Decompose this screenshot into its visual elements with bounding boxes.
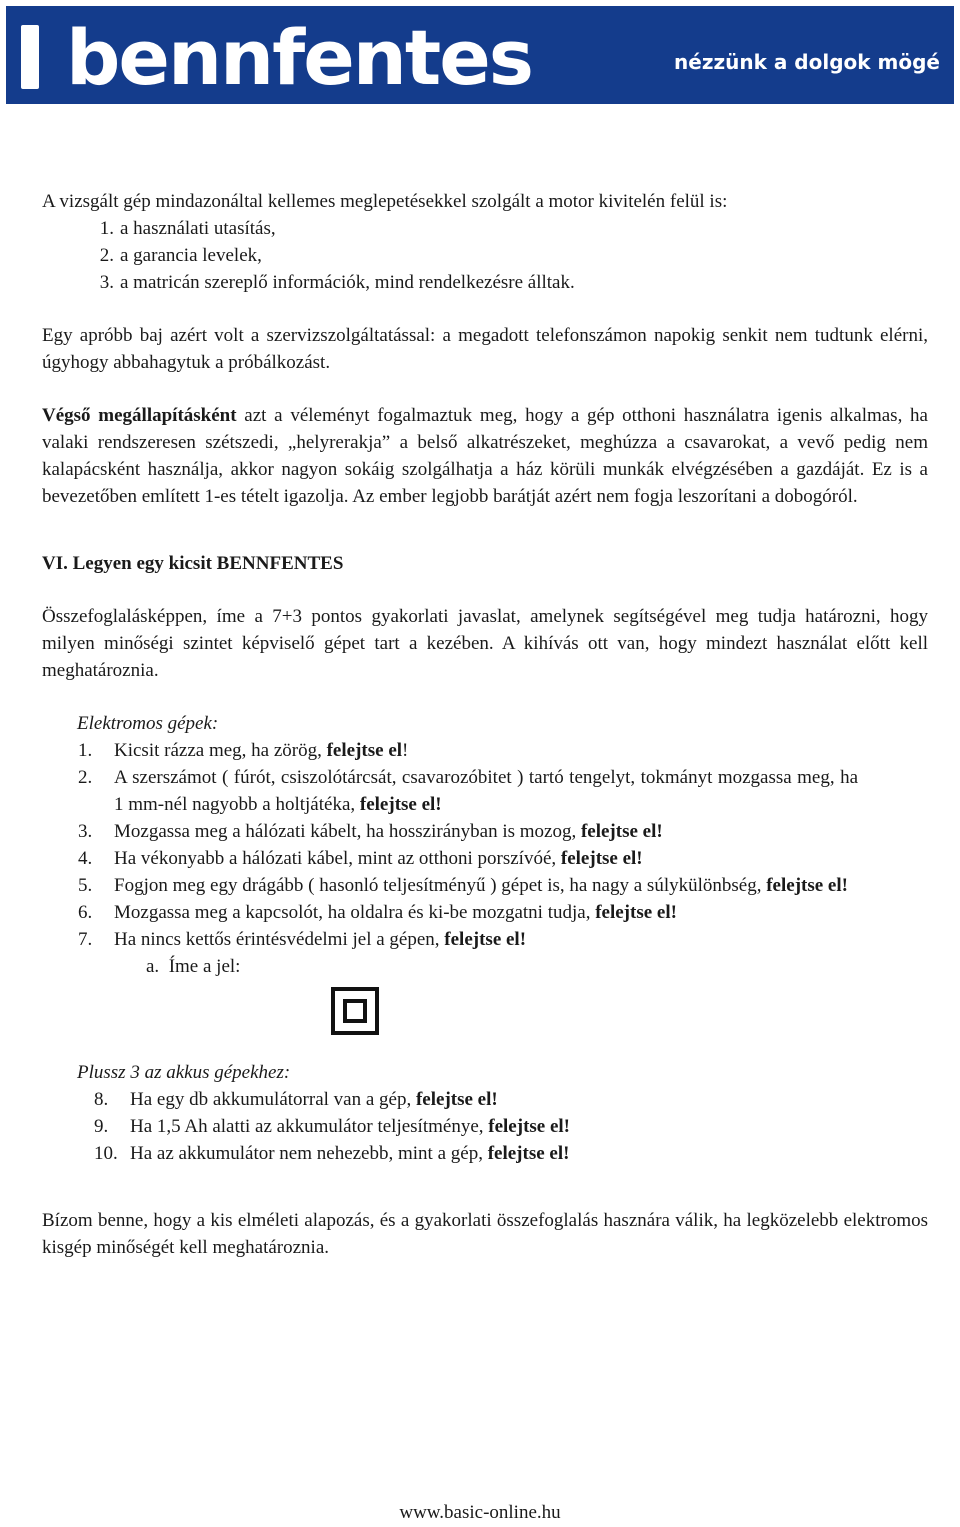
electric-heading: Elektromos gépek: [77,713,219,734]
section-title: VI. Legyen egy kicsit BENNFENTES [42,553,344,574]
list-item: 7. Ha nincs kettős érintésvédelmi jel a gépen, felejtse el! [78,929,527,950]
battery-heading: Plussz 3 az akkus gépekhez: [77,1062,291,1083]
list-item: 10. Ha az akkumulátor nem nehezebb, mint a gép, felejtse el! [94,1143,570,1164]
service-paragraph: Egy apróbb baj azért volt a szervizszolgáltatással: a megadott telefonszámon napokig senkit nem tudtunk elérni, úgyhogy abbahagytuk a próbálkozást. [42,325,928,373]
conclusion-paragraph: Végső megállapításként azt a véleményt fogalmaztuk meg, hogy a gép otthoni használatra igenis alkalmas, ha valaki rendszeresen szétszedi, „helyrerakja” a belső alkatrészeket, meghúzza a csavarokat, a vevő pedig nem kalapácsként használja, akkor nagyon sokáig szolgálhatja a ház körüli munkák elvégzésében a gazdáját. Ez is a bevezetőben említett 1-es tételt igazolja. Az ember legjobb barátját azért nem fogja leszorítani a dobogóról. [42,405,928,507]
list-item: 1. Kicsit rázza meg, ha zörög, felejtse el! [78,740,409,761]
list-item: 8. Ha egy db akkumulátorral van a gép, felejtse el! [94,1089,498,1110]
footer-url: www.basic-online.hu [399,1502,561,1523]
list-item: 9. Ha 1,5 Ah alatti az akkumulátor teljesítménye, felejtse el! [94,1116,571,1137]
header-banner [6,6,954,104]
logo-bar [21,25,39,89]
list-item: 2. A szerszámot ( fúrót, csiszolótárcsát, csavarozóbitet ) tartó tengelyt, tokmányt mozgassa meg, ha 1 mm-nél nagyobb a holtjátéka, felejtse el! [78,767,858,815]
list-item: 3. a matricán szereplő információk, mind rendelkezésre álltak. [99,272,575,293]
list-item: 2. a garancia levelek, [99,245,262,266]
list-item: 1. a használati utasítás, [99,218,276,239]
section-intro: Összefoglalásképpen, íme a 7+3 pontos gyakorlati javaslat, amelynek segítségével meg tudja határozni, hogy milyen minőségi szintet képviselő gépet tart a kezében. A kihívás ott van, hogy mindezt használat előtt kell meghatároznia. [42,606,928,681]
tagline: nézzünk a dolgok mögé [674,50,940,74]
closing-paragraph: Bízom benne, hogy a kis elméleti alapozás, és a gyakorlati összefoglalás hasznára válik, ha legközelebb elektromos kisgép minőségét kell meghatároznia. [42,1210,928,1258]
intro-text: A vizsgált gép mindazonáltal kellemes meglepetésekkel szolgált a motor kivitelén felül is: [42,191,728,212]
list-item: 4. Ha vékonyabb a hálózati kábel, mint az otthoni porszívóé, felejtse el! [78,848,643,869]
list-item: 6. Mozgassa meg a kapcsolót, ha oldalra és ki-be mozgatni tudja, felejtse el! [78,902,677,923]
electric-list [78,737,858,953]
list-item: 3. Mozgassa meg a hálózati kábelt, ha hosszirányban is mozog, felejtse el! [78,821,663,842]
list-item: 5. Fogjon meg egy drágább ( hasonló teljesítményű ) gépet is, ha nagy a súlykülönbség, felejtse el! [78,875,848,896]
logo: bennfentes [66,13,532,102]
sub-item: a. Íme a jel: [146,956,241,977]
document-body [42,188,928,1261]
battery-list [94,1086,874,1167]
double-insulation-icon [331,987,379,1035]
